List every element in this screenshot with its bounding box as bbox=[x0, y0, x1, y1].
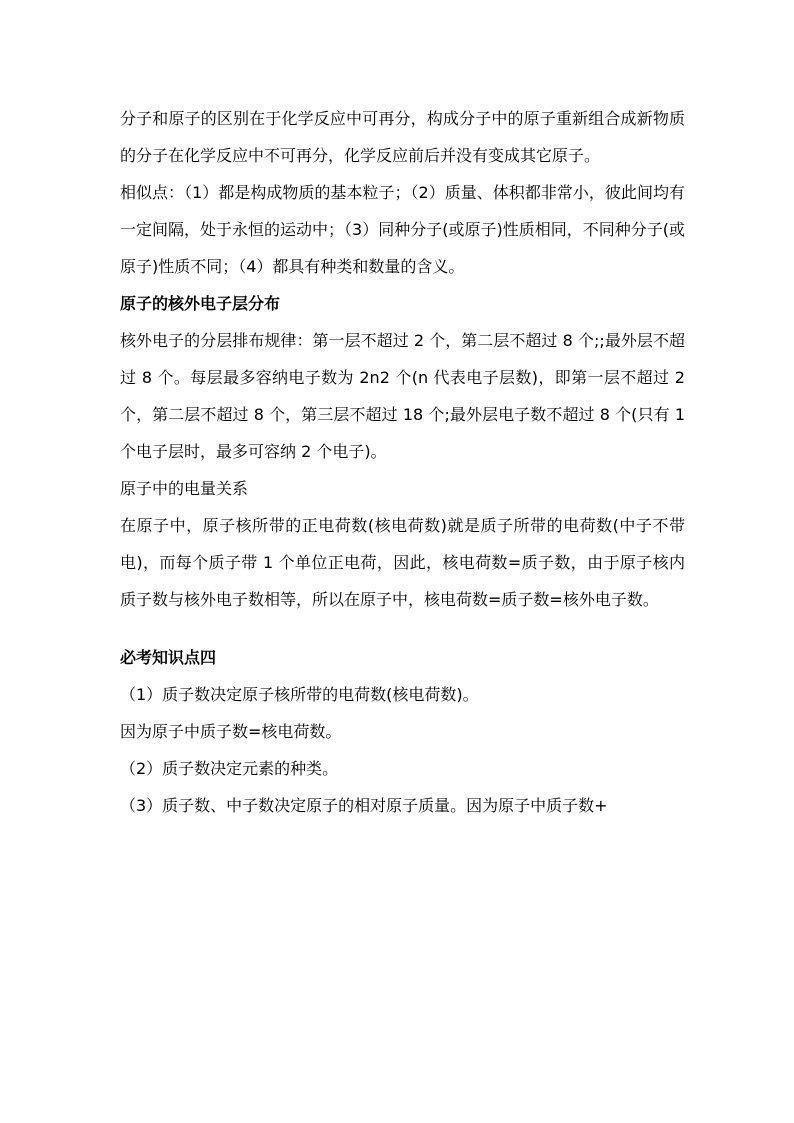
paragraph-charge-relation: 在原子中，原子核所带的正电荷数(核电荷数)就是质子所带的电荷数(中子不带电)，而每个质子带 1 个单位正电荷，因此，核电荷数=质子数，由于原子核内质子数与核外电子数相等，所以在原子中，核电荷数=质子数=核外电子数。 bbox=[120, 516, 685, 609]
heading-knowledge-point-four: 必考知识点四 bbox=[120, 648, 217, 667]
paragraph-similarities: 相似点：（1）都是构成物质的基本粒子；（2）质量、体积都非常小，彼此间均有一定间隔，处于永恒的运动中；（3）同种分子(或原子)性质相同，不同种分子(或原子)性质不同；（4）都具有种类和数量的含义。 bbox=[120, 183, 685, 276]
document-body bbox=[120, 100, 685, 824]
paragraph-electron-shell-rules: 核外电子的分层排布规律：第一层不超过 2 个，第二层不超过 8 个;;最外层不超过 8 个。每层最多容纳电子数为 2n2 个(n 代表电子层数)，即第一层不超过 2 个，第二层不超过 8 个，第三层不超过 18 个;最外层电子数不超过 8 个(只有 1 个电子层时，最多可容纳 2 个电子)。 bbox=[120, 331, 685, 461]
paragraph-molecule-atom-difference: 分子和原子的区别在于化学反应中可再分，构成分子中的原子重新组合成新物质的分子在化学反应中不可再分，化学反应前后并没有变成其它原子。 bbox=[120, 109, 685, 165]
subheading-charge-relation: 原子中的电量关系 bbox=[120, 479, 249, 498]
list-item-1: （1）质子数决定原子核所带的电荷数(核电荷数)。 bbox=[120, 685, 479, 704]
list-item-2: （2）质子数决定元素的种类。 bbox=[120, 759, 339, 778]
list-item-1-note: 因为原子中质子数=核电荷数。 bbox=[120, 722, 342, 741]
heading-electron-shells: 原子的核外电子层分布 bbox=[120, 294, 281, 313]
list-item-3: （3）质子数、中子数决定原子的相对原子质量。因为原子中质子数+ bbox=[120, 796, 608, 815]
